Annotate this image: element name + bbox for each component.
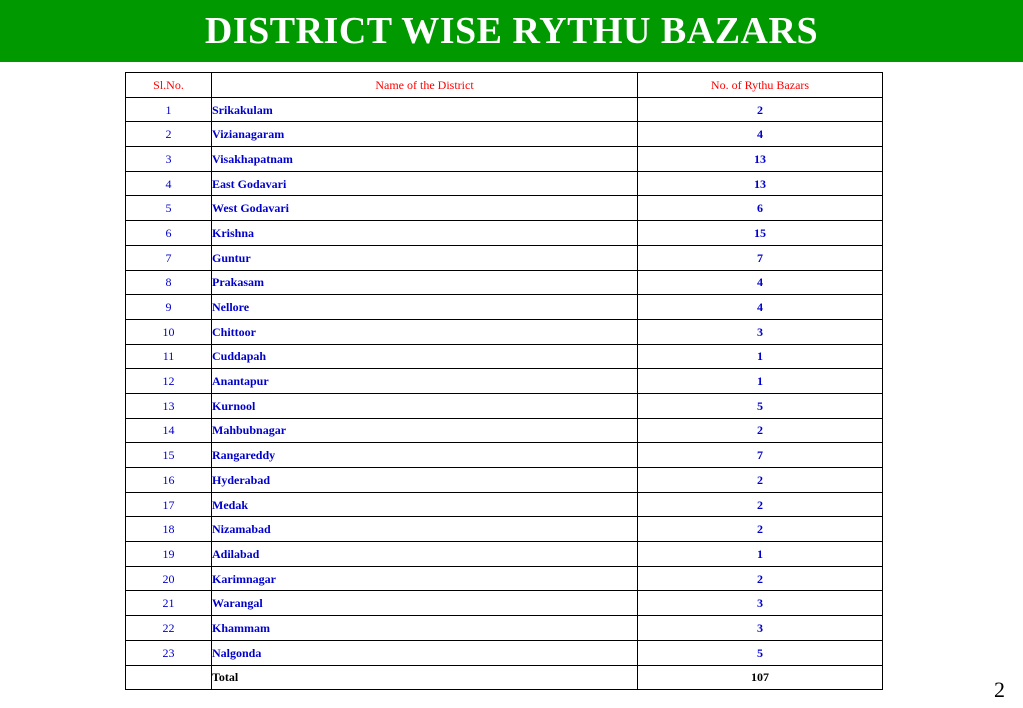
district-cell: Mahbubnagar [212,418,638,443]
district-cell: Visakhapatnam [212,147,638,172]
district-cell: Nizamabad [212,517,638,542]
count-cell: 2 [638,566,883,591]
count-cell: 1 [638,369,883,394]
sl-cell: 5 [126,196,212,221]
table-row [126,221,883,246]
count-cell: 1 [638,542,883,567]
district-cell: Prakasam [212,270,638,295]
count-cell: 4 [638,122,883,147]
table-header-row [126,73,883,98]
sl-cell: 1 [126,97,212,122]
count-cell: 2 [638,517,883,542]
district-cell: Anantapur [212,369,638,394]
district-cell: Nellore [212,295,638,320]
table-row [126,171,883,196]
sl-cell: 9 [126,295,212,320]
table-row [126,319,883,344]
sl-cell: 17 [126,492,212,517]
district-cell: Srikakulam [212,97,638,122]
count-cell: 4 [638,270,883,295]
district-cell: Nalgonda [212,640,638,665]
total-sl-cell [126,665,212,690]
district-cell: Chittoor [212,319,638,344]
sl-cell: 14 [126,418,212,443]
count-cell: 13 [638,147,883,172]
sl-cell: 10 [126,319,212,344]
table-row [126,616,883,641]
table-row [126,196,883,221]
table-row [126,97,883,122]
sl-cell: 11 [126,344,212,369]
header-district: Name of the District [212,73,638,98]
page-title: DISTRICT WISE RYTHU BAZARS [204,10,819,52]
table-row [126,591,883,616]
sl-cell: 15 [126,443,212,468]
sl-cell: 16 [126,468,212,493]
table-row [126,295,883,320]
table-row [126,492,883,517]
district-cell: Guntur [212,245,638,270]
count-cell: 7 [638,245,883,270]
header-sl-no: Sl.No. [126,73,212,98]
count-cell: 1 [638,344,883,369]
table-row [126,566,883,591]
count-cell: 5 [638,640,883,665]
table-row [126,542,883,567]
sl-cell: 23 [126,640,212,665]
sl-cell: 12 [126,369,212,394]
count-cell: 5 [638,393,883,418]
sl-cell: 13 [126,393,212,418]
count-cell: 2 [638,418,883,443]
table-row [126,517,883,542]
sl-cell: 21 [126,591,212,616]
district-cell: Rangareddy [212,443,638,468]
page-number: 2 [994,677,1005,702]
district-cell: Khammam [212,616,638,641]
sl-cell: 18 [126,517,212,542]
district-cell: Krishna [212,221,638,246]
table-row [126,245,883,270]
sl-cell: 6 [126,221,212,246]
table-row [126,393,883,418]
count-cell: 7 [638,443,883,468]
count-cell: 2 [638,97,883,122]
rythu-bazars-table [125,72,883,690]
table-row [126,468,883,493]
total-row [126,665,883,690]
district-cell: Warangal [212,591,638,616]
sl-cell: 20 [126,566,212,591]
count-cell: 2 [638,468,883,493]
district-cell: East Godavari [212,171,638,196]
table-row [126,147,883,172]
total-label: Total [212,665,638,690]
count-cell: 15 [638,221,883,246]
count-cell: 2 [638,492,883,517]
count-cell: 3 [638,319,883,344]
district-cell: West Godavari [212,196,638,221]
table-row [126,640,883,665]
table-row [126,270,883,295]
table-row [126,344,883,369]
title-banner [0,0,1023,62]
table-row [126,443,883,468]
header-count: No. of Rythu Bazars [638,73,883,98]
table-row [126,418,883,443]
count-cell: 13 [638,171,883,196]
sl-cell: 19 [126,542,212,567]
sl-cell: 22 [126,616,212,641]
sl-cell: 2 [126,122,212,147]
district-cell: Hyderabad [212,468,638,493]
table-row [126,369,883,394]
sl-cell: 7 [126,245,212,270]
district-cell: Adilabad [212,542,638,567]
total-count: 107 [638,665,883,690]
district-cell: Cuddapah [212,344,638,369]
count-cell: 3 [638,616,883,641]
district-cell: Kurnool [212,393,638,418]
district-cell: Vizianagaram [212,122,638,147]
district-cell: Karimnagar [212,566,638,591]
district-cell: Medak [212,492,638,517]
sl-cell: 4 [126,171,212,196]
count-cell: 4 [638,295,883,320]
count-cell: 6 [638,196,883,221]
sl-cell: 8 [126,270,212,295]
count-cell: 3 [638,591,883,616]
table-row [126,122,883,147]
sl-cell: 3 [126,147,212,172]
